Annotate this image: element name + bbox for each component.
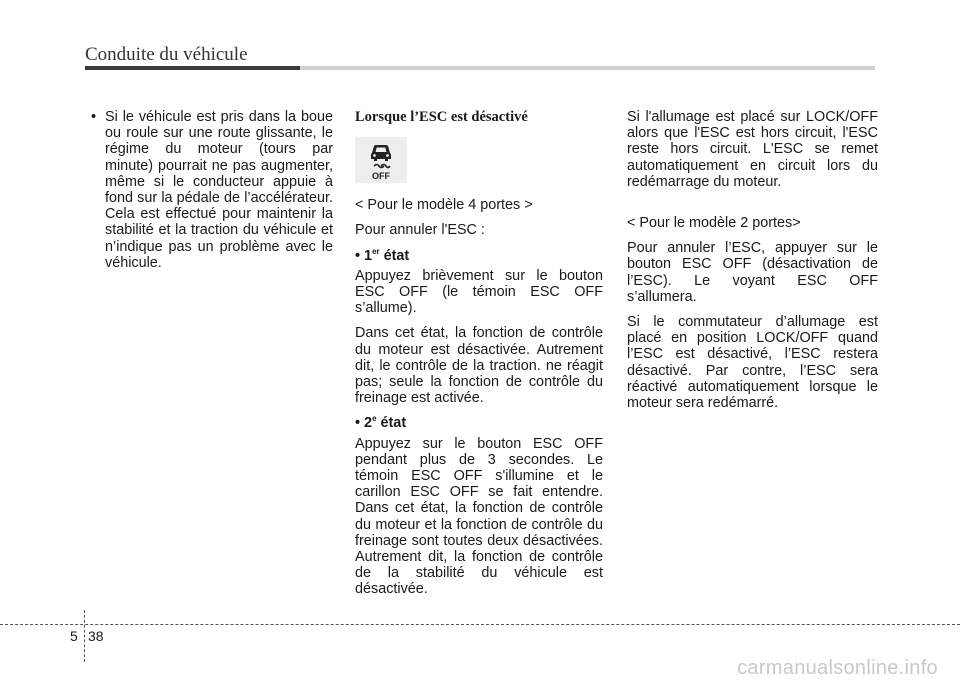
header-rule-accent xyxy=(85,66,300,70)
state-1-detail: Dans cet état, la fonction de contrôle du moteur est désactivée. Autrement dit, le contrôle de la traction. ne réagit pas; seule la fonction de contrôle du freinage est activée. xyxy=(355,325,603,407)
column-1 xyxy=(88,109,333,280)
chapter-number: 5 xyxy=(70,628,78,644)
page-number: 38 xyxy=(88,628,104,644)
state-1-heading xyxy=(355,248,603,264)
state-1-ordinal: er xyxy=(372,246,380,256)
state-1-bullet: • xyxy=(355,247,361,264)
mud-warning-text: Si le véhicule est pris dans la boue ou roule sur une route glissante, le régime du moteur (tours par minute) pourrait ne pas augmenter, même si le conducteur appuie à fond sur la pédale de l’accélérateur. Cela est effectué pour maintenir la stabilité et la traction du véhicule et n’indique pas un problème avec le véhicule. xyxy=(105,109,333,271)
esc-off-heading: Lorsque l’ESC est désactivé xyxy=(355,109,528,125)
esc-off-icon xyxy=(355,137,407,183)
ignition-switch-text: Si le commutateur d’allumage est placé en position LOCK/OFF quand l’ESC est désactivé, l’ESC restera désactivé. Par contre, l’ESC sera réactivé automatiquement lorsque le moteur sera redémarré. xyxy=(627,314,878,412)
page-header-title: Conduite du véhicule xyxy=(85,44,248,65)
state-2-bullet: • xyxy=(355,415,361,432)
state-2-word: état xyxy=(380,415,407,432)
cancel-esc-2-doors-text: Pour annuler l’ESC, appuyer sur le bouton ESC OFF (désactivation de l’ESC). Le voyant ESC OFF s’allumera. xyxy=(627,240,878,305)
watermark-text: carmanualsonline.info xyxy=(737,657,938,679)
mud-warning-bullet xyxy=(88,109,333,271)
cancel-esc-intro: Pour annuler l'ESC : xyxy=(355,222,485,239)
state-1-instruction: Appuyez brièvement sur le bouton ESC OFF (le témoin ESC OFF s’allume). xyxy=(355,267,603,317)
state-2-instruction: Appuyez sur le bouton ESC OFF pendant plus de 3 secondes. Le témoin ESC OFF s'illumine et le carillon ESC OFF se fait entendre. Dans cet état, la fonction de contrôle du moteur et la fonction de contrôle du freinage sont toutes deux désactivées. Autrement dit, la fonction de contrôle de la stabilité du véhicule est désactivée. xyxy=(355,435,603,598)
model-2-doors-label: < Pour le modèle 2 portes> xyxy=(627,215,801,232)
column-2 xyxy=(355,109,603,607)
state-2-number: 2 xyxy=(364,415,373,432)
state-1-word: état xyxy=(383,247,410,264)
footer-rule xyxy=(0,624,960,625)
bullet-marker: • xyxy=(91,109,97,125)
column-3 xyxy=(627,109,878,420)
footer-divider xyxy=(84,610,85,662)
esc-off-icon-label: OFF xyxy=(372,171,390,182)
state-1-number: 1 xyxy=(364,247,373,264)
ignition-lock-text: Si l'allumage est placé sur LOCK/OFF alors que l'ESC est hors circuit, l'ESC reste hors circuit. L'ESC se remet automatiquement en circuit lors du redémarrage du moteur. xyxy=(627,109,878,190)
state-2-ordinal: e xyxy=(372,414,377,424)
model-4-doors-label: < Pour le modèle 4 portes > xyxy=(355,197,533,214)
state-2-heading xyxy=(355,415,603,431)
